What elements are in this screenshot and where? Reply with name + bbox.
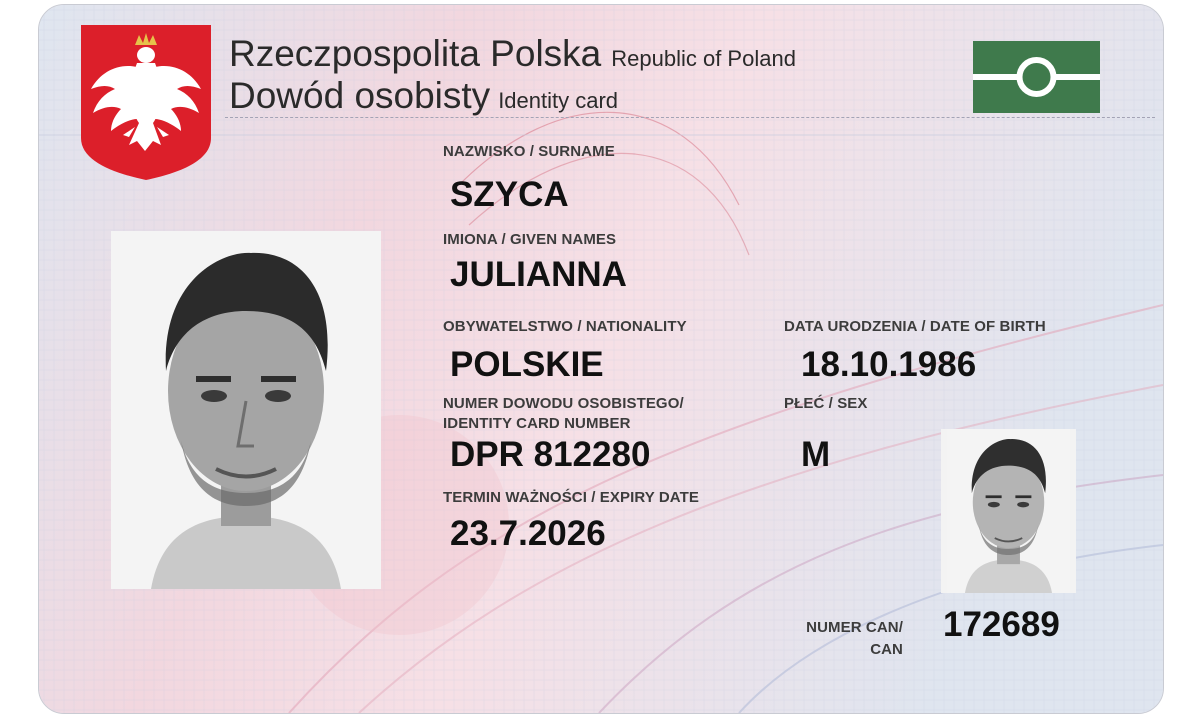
identity-card [38,4,1164,714]
card-number-value: DPR 812280 [450,435,651,474]
holder-photo-small [941,429,1076,593]
card-number-label-line1: NUMER DOWODU OSOBISTEGO/ [443,395,684,412]
date-of-birth-label: DATA URODZENIA / DATE OF BIRTH [784,318,1046,335]
given-names-label: IMIONA / GIVEN NAMES [443,231,617,248]
given-names-value: JULIANNA [450,255,627,294]
sex-value: M [801,435,831,474]
microprint-line [225,117,1155,124]
emblem-icon [79,23,213,181]
can-label-line1: NUMER CAN/ [806,619,903,636]
document-name-en: Identity card [498,88,619,113]
surname-value: SZYCA [450,175,569,214]
surname-label: NAZWISKO / SURNAME [443,143,615,160]
can-label-line2: CAN [870,641,903,658]
nationality-value: POLSKIE [450,345,604,384]
portrait-small-placeholder [941,429,1076,593]
date-of-birth-value: 18.10.1986 [801,345,977,384]
chip-icon [973,41,1100,113]
country-name-en: Republic of Poland [611,46,796,71]
portrait-placeholder [111,231,381,589]
nationality-label: OBYWATELSTWO / NATIONALITY [443,318,687,335]
can-label [769,617,903,661]
document-title [229,75,618,117]
country-name-pl: Rzeczpospolita Polska [229,33,602,74]
card-number-label-line2: IDENTITY CARD NUMBER [443,415,631,432]
country-title [229,33,796,75]
document-name-pl: Dowód osobisty [229,75,491,116]
sex-label: PŁEĆ / SEX [784,395,868,412]
expiry-date-value: 23.7.2026 [450,514,606,553]
can-value: 172689 [943,605,1060,644]
expiry-date-label: TERMIN WAŻNOŚCI / EXPIRY DATE [443,489,699,506]
holder-photo [111,231,381,589]
